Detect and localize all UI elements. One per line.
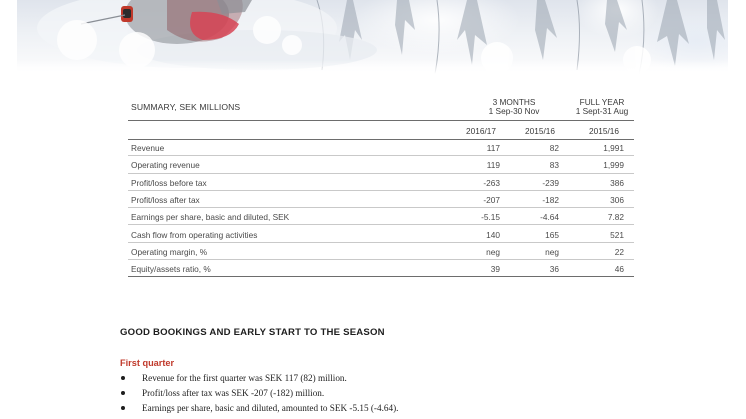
list-item-text: Revenue for the first quarter was SEK 117 (82) million. xyxy=(142,373,347,383)
row-value-fy-2015-16: 521 xyxy=(610,229,624,240)
row-label: Operating margin, % xyxy=(131,246,208,257)
row-value-3m-2016-17: -263 xyxy=(483,177,500,188)
row-label: Cash flow from operating activities xyxy=(131,229,258,240)
bullet-icon xyxy=(121,406,125,410)
row-value-fy-2015-16: 1,991 xyxy=(603,143,624,153)
row-label: Earnings per share, basic and diluted, SEK xyxy=(131,212,290,223)
table-row xyxy=(128,208,634,225)
list-item-text: Profit/loss after tax was SEK -207 (-182) million. xyxy=(142,388,325,398)
row-label: Profit/loss after tax xyxy=(131,194,200,205)
table-row xyxy=(128,139,634,156)
list-item xyxy=(120,403,398,418)
header-rule xyxy=(128,120,634,121)
list-item xyxy=(120,373,398,388)
row-value-3m-2016-17: 140 xyxy=(486,229,500,240)
table-row xyxy=(128,226,634,243)
hero-fade xyxy=(17,60,728,74)
row-label: Profit/loss before tax xyxy=(131,177,207,188)
table-row xyxy=(128,191,634,208)
col-group-3-months-line1: 3 MONTHS xyxy=(492,97,536,107)
year-header-row xyxy=(128,126,634,137)
table-row xyxy=(128,260,634,277)
year-col-1: 2016/17 xyxy=(466,126,496,136)
row-value-fy-2015-16: 306 xyxy=(610,194,624,205)
col-group-full-year-line1: FULL YEAR xyxy=(579,97,625,107)
row-value-fy-2015-16: 386 xyxy=(610,177,624,188)
row-value-3m-2016-17: 119 xyxy=(486,160,500,171)
row-label: Equity/assets ratio, % xyxy=(131,264,211,275)
bullet-icon xyxy=(121,376,125,380)
year-col-2: 2015/16 xyxy=(525,126,555,136)
col-group-3-months xyxy=(474,98,554,115)
row-value-3m-2016-17: 39 xyxy=(490,264,500,275)
row-value-3m-2015-16: 36 xyxy=(549,264,559,275)
row-value-3m-2015-16: neg xyxy=(545,246,559,257)
col-group-full-year-line2: 1 Sept-31 Aug xyxy=(575,105,629,116)
row-value-3m-2015-16: -182 xyxy=(542,194,559,205)
row-label: Operating revenue xyxy=(131,160,200,171)
table-row xyxy=(128,243,634,260)
col-group-3-months-line2: 1 Sep-30 Nov xyxy=(488,105,540,116)
hero-photo xyxy=(17,0,728,74)
row-value-3m-2016-17: -5.15 xyxy=(481,212,500,223)
row-value-3m-2015-16: -239 xyxy=(542,177,559,188)
list-item-text: Earnings per share, basic and diluted, amounted to SEK -5.15 (-4.64). xyxy=(142,403,399,413)
table-row xyxy=(128,156,634,173)
row-value-3m-2016-17: 117 xyxy=(486,143,500,153)
row-value-3m-2015-16: 165 xyxy=(545,229,559,240)
row-value-fy-2015-16: 7.82 xyxy=(607,212,624,223)
list-item xyxy=(120,388,398,403)
row-value-3m-2016-17: neg xyxy=(486,246,500,257)
row-value-3m-2015-16: 83 xyxy=(549,160,559,171)
table-title: SUMMARY, SEK MILLIONS xyxy=(131,102,241,112)
table-row xyxy=(128,174,634,191)
row-label: Revenue xyxy=(131,143,165,153)
highlights-list xyxy=(120,373,398,418)
row-value-3m-2016-17: -207 xyxy=(483,194,500,205)
row-value-fy-2015-16: 46 xyxy=(614,264,624,275)
col-group-full-year xyxy=(564,98,640,115)
bullet-icon xyxy=(121,391,125,395)
year-col-3: 2015/16 xyxy=(589,126,619,136)
first-quarter-heading: First quarter xyxy=(120,358,175,368)
row-value-fy-2015-16: 22 xyxy=(614,246,624,257)
row-value-fy-2015-16: 1,999 xyxy=(603,160,624,171)
row-value-3m-2015-16: 82 xyxy=(549,143,559,153)
row-value-3m-2015-16: -4.64 xyxy=(540,212,559,223)
section-title: GOOD BOOKINGS AND EARLY START TO THE SEASON xyxy=(120,327,385,338)
